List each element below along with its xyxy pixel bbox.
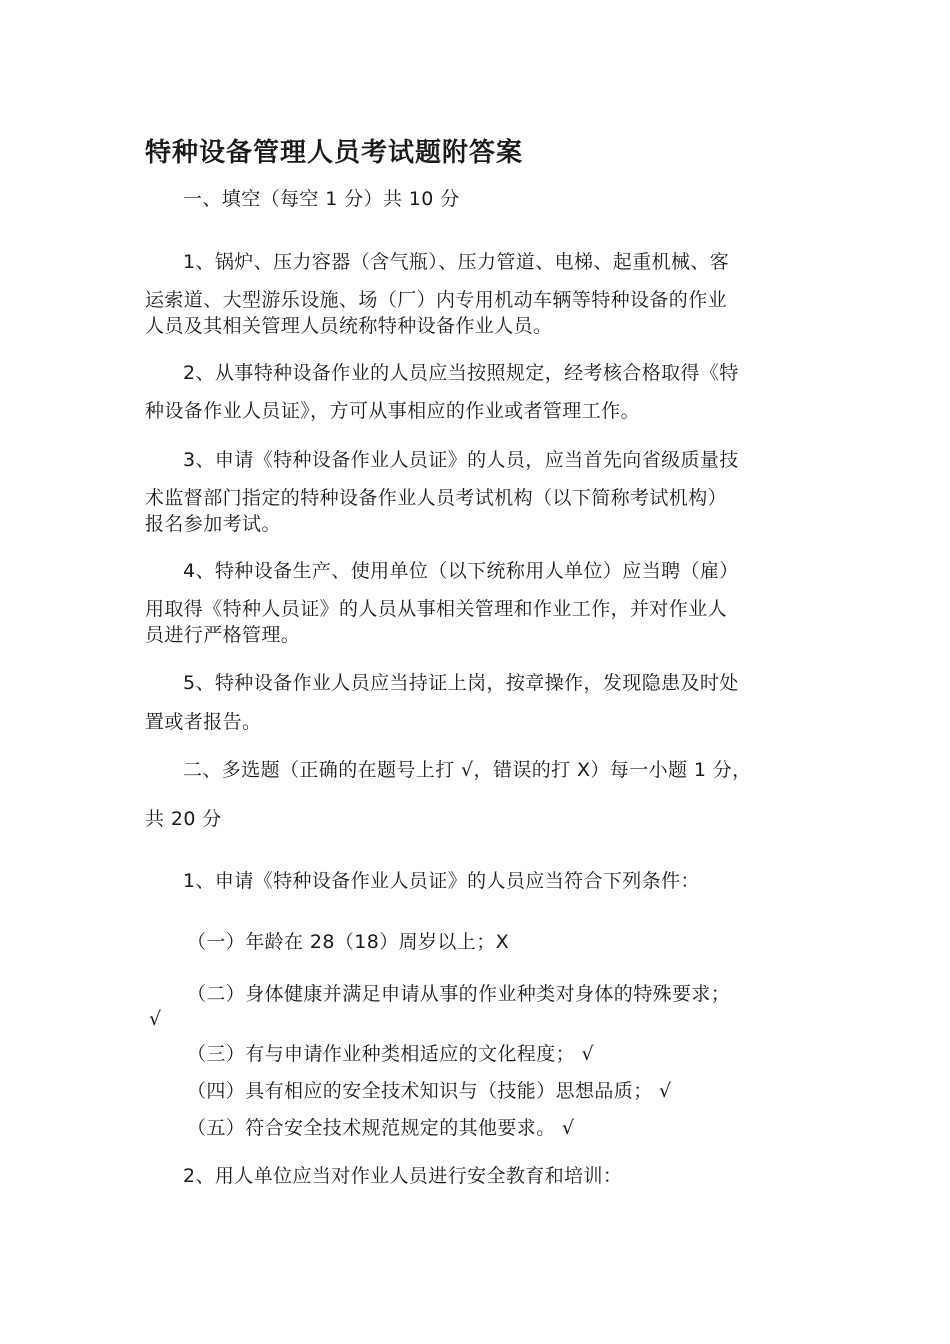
s1-item4-line1: 4、特种设备生产、使用单位（以下统称用人单位）应当聘（雇）: [183, 560, 739, 582]
s1-item3-line2: 术监督部门指定的特种设备作业人员考试机构（以下简称考试机构）: [145, 487, 728, 509]
s2-q1-option3: （三）有与申请作业种类相适应的文化程度； √: [187, 1043, 594, 1065]
s1-item5-line2: 置或者报告。: [145, 711, 262, 733]
section2-heading-line2: 共 20 分: [145, 808, 222, 830]
section1-heading: 一、填空（每空 1 分）共 10 分: [183, 188, 460, 210]
s1-item4-line2: 用取得《特种人员证》的人员从事相关管理和作业工作，并对作业人: [145, 598, 728, 620]
s1-item3-line3: 报名参加考试。: [145, 513, 281, 535]
s2-q1-option5: （五）符合安全技术规范规定的其他要求。 √: [187, 1117, 575, 1139]
s2-q1-option2-line2: √: [149, 1008, 162, 1030]
s1-item4-line3: 员进行严格管理。: [145, 624, 301, 646]
s2-q1-option2-line1: （二）身体健康并满足申请从事的作业种类对身体的特殊要求；: [187, 983, 731, 1005]
s1-item1-line1: 1、锅炉、压力容器（含气瓶）、压力管道、电梯、起重机械、客: [183, 251, 730, 273]
s2-q1-option1: （一）年龄在 28（18）周岁以上；X: [187, 931, 510, 953]
s2-q1-option4: （四）具有相应的安全技术知识与（技能）思想品质； √: [187, 1080, 672, 1102]
s2-q1-stem: 1、申请《特种设备作业人员证》的人员应当符合下列条件：: [183, 870, 700, 892]
s1-item5-line1: 5、特种设备作业人员应当持证上岗，按章操作，发现隐患及时处: [183, 672, 739, 694]
section2-heading-line1: 二、多选题（正确的在题号上打 √，错误的打 X）每一小题 1 分，: [183, 759, 752, 781]
s1-item2-line2: 种设备作业人员证》，方可从事相应的作业或者管理工作。: [145, 400, 640, 422]
s1-item2-line1: 2、从事特种设备作业的人员应当按照规定，经考核合格取得《特: [183, 362, 739, 384]
document-title: 特种设备管理人员考试题附答案: [145, 138, 524, 168]
s1-item1-line2: 运索道、大型游乐设施、场（厂）内专用机动车辆等特种设备的作业: [145, 289, 728, 311]
s2-q2-stem: 2、用人单位应当对作业人员进行安全教育和培训：: [183, 1165, 623, 1187]
s1-item3-line1: 3、申请《特种设备作业人员证》的人员，应当首先向省级质量技: [183, 449, 739, 471]
s1-item1-line3: 人员及其相关管理人员统称特种设备作业人员。: [145, 315, 553, 337]
